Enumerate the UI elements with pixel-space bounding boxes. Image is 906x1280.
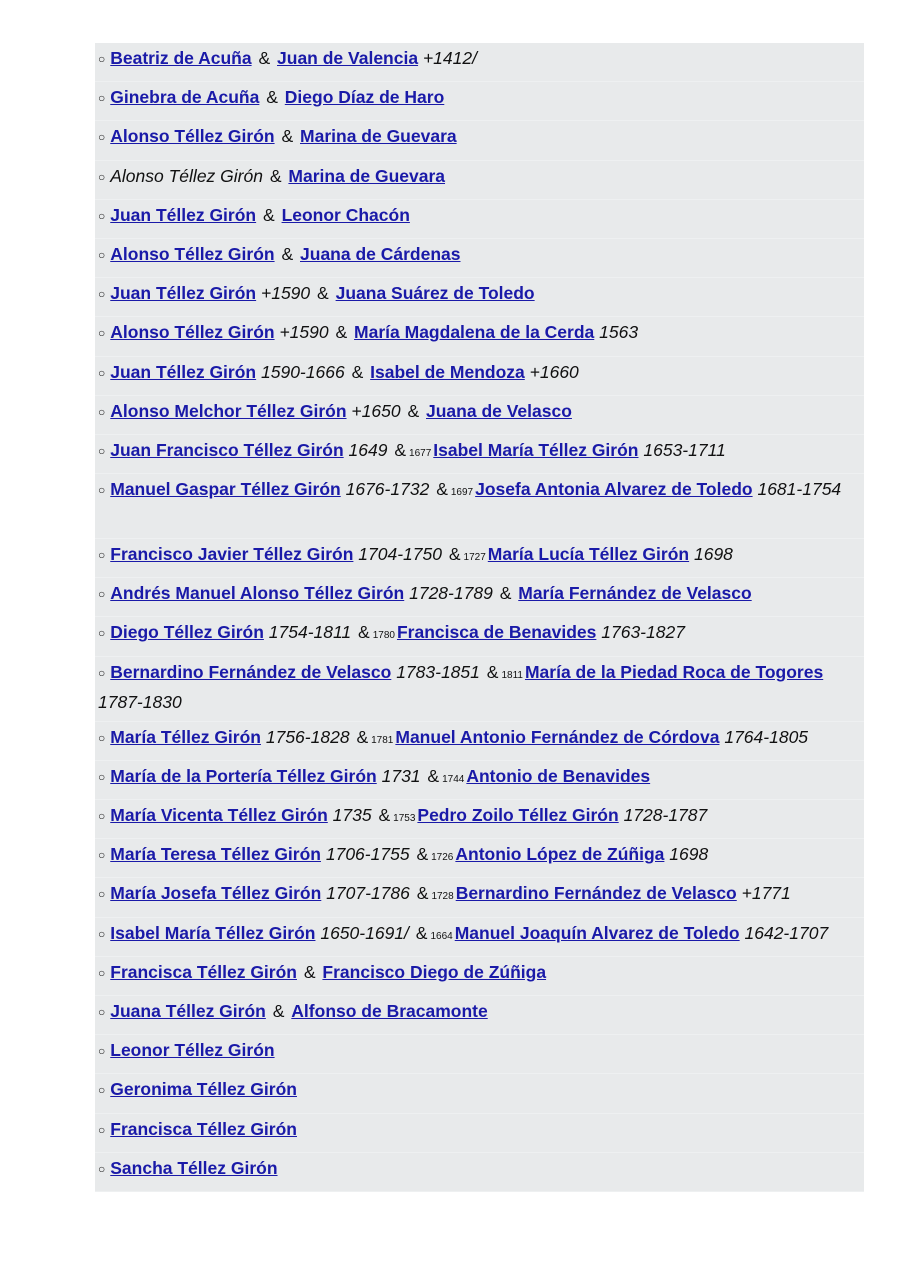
list-item [95,239,864,278]
marriage-year: 1744 [442,773,465,785]
life-dates: 1728-1789 [409,583,493,604]
person-link[interactable]: Beatriz de Acuña [110,48,252,68]
spouse-link[interactable]: Manuel Joaquín Alvarez de Toledo [454,922,740,943]
life-dates: 1681-1754 [757,479,842,500]
bullet-icon: ○ [98,483,106,498]
marriage-symbol: & [358,622,370,643]
list-item [95,761,864,800]
life-dates: 1704-1750 [358,544,442,565]
person-link[interactable]: Ginebra de Acuña [110,87,260,108]
bullet-icon: ○ [98,169,106,184]
life-dates: 1735 [332,805,372,825]
life-dates: +1660 [529,361,579,382]
person-link[interactable]: Bernardino Fernández de Velasco [110,661,392,682]
marriage-year: 1727 [463,552,486,564]
person-link[interactable]: Francisca Téllez Girón [110,961,297,982]
bullet-icon: ○ [98,52,106,66]
list-item [95,800,864,839]
person-link[interactable]: María Téllez Girón [110,726,261,747]
life-dates: 1731 [381,765,421,786]
marriage-symbol: & [335,322,348,343]
marriage-symbol: & [263,204,275,225]
marriage-symbol: & [258,48,271,68]
bullet-icon: ○ [98,548,106,563]
list-item [95,317,864,356]
list-item [95,539,864,578]
person-name: Alonso Téllez Girón [110,165,263,186]
marriage-symbol: & [448,544,461,565]
spouse-link[interactable]: Marina de Guevara [288,165,446,186]
marriage-symbol: & [436,479,448,500]
person-link[interactable]: María Vicenta Téllez Girón [110,805,328,825]
person-link[interactable]: Isabel María Téllez Girón [110,922,316,943]
marriage-year: 1697 [450,487,474,499]
life-dates: 1787-1830 [98,691,182,712]
life-dates: 1728-1787 [623,805,708,825]
marriage-symbol: & [416,844,429,865]
spouse-link[interactable]: Diego Díaz de Haro [284,87,445,108]
list-item [95,722,864,761]
life-dates: 1754-1811 [268,622,352,643]
spouse-link[interactable]: Bernardino Fernández de Velasco [455,883,737,904]
spouse-link[interactable]: Pedro Zoilo Téllez Girón [417,805,619,825]
marriage-year: 1753 [393,813,416,824]
bullet-icon: ○ [98,287,106,302]
life-dates: 1653-1711 [643,439,726,460]
bullet-icon: ○ [98,404,106,419]
bullet-icon: ○ [98,587,106,602]
life-dates: +1771 [741,883,791,904]
marriage-year: 1780 [372,630,395,642]
list-item [95,657,864,722]
bullet-icon: ○ [98,1044,106,1059]
list-item [95,161,864,200]
person-link[interactable]: Juan Francisco Téllez Girón [110,439,344,460]
spouse-link[interactable]: María Magdalena de la Cerda [354,322,595,343]
bullet-icon: ○ [98,1004,106,1019]
bullet-icon: ○ [98,665,106,680]
life-dates: 1763-1827 [601,622,685,643]
spouse-link[interactable]: Manuel Antonio Fernández de Córdova [395,726,720,747]
person-link[interactable]: Sancha Téllez Girón [110,1157,278,1178]
marriage-year: 1677 [409,447,432,459]
life-dates: 1642-1707 [744,922,829,943]
life-dates: +1590 [279,322,329,343]
marriage-year: 1781 [371,734,394,746]
marriage-symbol: & [317,283,329,304]
person-link[interactable]: María Josefa Téllez Girón [110,883,322,904]
list-item [95,278,864,317]
list-item [95,474,864,539]
bullet-icon: ○ [98,365,106,380]
bullet-icon: ○ [98,809,106,823]
list-item [95,1074,864,1113]
life-dates: 1676-1732 [345,479,430,500]
marriage-symbol: & [499,583,512,604]
person-link[interactable]: Leonor Téllez Girón [110,1040,275,1061]
bullet-icon: ○ [98,1083,106,1098]
life-dates: 1756-1828 [265,726,350,747]
bullet-icon: ○ [98,208,106,223]
marriage-symbol: & [303,961,316,982]
spouse-link[interactable]: María de la Piedad Roca de Togores [524,661,824,682]
spouse-link[interactable]: Josefa Antonia Alvarez de Toledo [475,479,753,500]
marriage-symbol: & [272,1000,285,1021]
person-link[interactable]: Francisco Javier Téllez Girón [110,544,354,565]
marriage-symbol: & [266,87,278,108]
bullet-icon: ○ [98,769,106,784]
person-link[interactable]: Juana Téllez Girón [110,1000,266,1021]
person-link[interactable]: Juan Téllez Girón [110,361,257,382]
list-item [95,578,864,617]
bullet-icon: ○ [98,326,106,341]
list-item [95,121,864,160]
list-item [95,918,864,957]
person-link[interactable]: Andrés Manuel Alonso Téllez Girón [110,583,405,604]
list-item [95,1153,864,1192]
person-link[interactable]: Diego Téllez Girón [110,622,264,643]
bullet-icon: ○ [98,848,106,863]
marriage-year: 1728 [431,891,454,903]
life-dates: 1698 [669,844,709,865]
marriage-year: 1726 [431,852,454,864]
list-item [95,1114,864,1153]
bullet-icon: ○ [98,730,106,745]
life-dates: 1783-1851 [396,661,480,682]
marriage-symbol: & [356,726,369,747]
marriage-symbol: & [394,439,407,460]
person-link[interactable]: Manuel Gaspar Téllez Girón [110,479,341,500]
person-link[interactable]: María de la Portería Téllez Girón [110,765,377,786]
spouse-link[interactable]: Antonio de Benavides [466,765,651,786]
list-item [95,43,864,82]
spouse-link[interactable]: Francisca de Benavides [396,622,597,643]
bullet-icon: ○ [98,887,106,902]
spouse-link[interactable]: Leonor Chacón [281,204,410,225]
person-link[interactable]: Francisca Téllez Girón [110,1118,297,1139]
life-dates: +1412/ [422,48,477,68]
list-item [95,396,864,435]
spouse-link[interactable]: Isabel María Téllez Girón [433,439,639,460]
bullet-icon: ○ [98,91,106,106]
life-dates: +1590 [261,283,311,304]
spouse-link[interactable]: Alfonso de Bracamonte [291,1000,488,1021]
bullet-icon: ○ [98,1122,106,1137]
marriage-symbol: & [486,661,499,682]
list-item [95,617,864,656]
spouse-link[interactable]: Juan de Valencia [277,48,419,68]
bullet-icon: ○ [98,626,106,641]
bullet-icon: ○ [98,130,106,145]
list-item [95,357,864,396]
marriage-symbol: & [407,400,420,421]
person-link[interactable]: María Teresa Téllez Girón [110,844,321,865]
spouse-link[interactable]: Juana de Cárdenas [300,243,461,264]
marriage-year: 1811 [501,669,523,681]
list-item [95,839,864,878]
marriage-symbol: & [281,126,294,147]
spouse-link[interactable]: Francisco Diego de Zúñiga [322,961,547,982]
life-dates: 1706-1755 [325,844,410,865]
life-dates: 1764-1805 [724,726,809,747]
bullet-icon: ○ [98,247,106,262]
person-link[interactable]: Alonso Téllez Girón [110,126,275,147]
list-item [95,996,864,1035]
marriage-symbol: & [281,243,294,264]
list-item [95,82,864,121]
marriage-year: 1664 [430,930,453,942]
marriage-symbol: & [415,922,428,943]
list-item [95,435,864,474]
spouse-link[interactable]: Antonio López de Zúñiga [455,844,665,865]
list-item [95,1035,864,1074]
spouse-link[interactable]: Isabel de Mendoza [370,361,525,382]
bullet-icon: ○ [98,443,106,458]
spouse-link[interactable]: Juana de Velasco [426,400,572,421]
bullet-icon: ○ [98,965,106,980]
list-item [95,957,864,996]
life-dates: 1649 [348,439,388,460]
life-dates: 1563 [599,322,639,343]
life-dates: 1698 [693,544,733,565]
marriage-symbol: & [351,361,364,382]
marriage-symbol: & [416,883,429,904]
list-item [95,200,864,239]
bullet-icon: ○ [98,1161,106,1176]
spouse-link[interactable]: Marina de Guevara [300,126,457,147]
spouse-link[interactable]: María Fernández de Velasco [518,583,752,604]
person-link[interactable]: Geronima Téllez Girón [110,1079,297,1100]
spouse-link[interactable]: María Lucía Téllez Girón [487,544,690,565]
life-dates: +1650 [351,400,401,421]
person-link[interactable]: Alonso Melchor Téllez Girón [110,400,347,421]
life-dates: 1707-1786 [326,883,410,904]
person-link[interactable]: Alonso Téllez Girón [110,322,275,343]
list-item [95,878,864,917]
marriage-symbol: & [427,765,440,786]
genealogy-list [95,43,864,1192]
life-dates: 1650-1691/ [320,922,409,943]
marriage-symbol: & [269,165,282,186]
marriage-symbol: & [378,805,391,825]
spouse-link[interactable]: Juana Suárez de Toledo [335,283,535,304]
life-dates: 1590-1666 [261,361,345,382]
person-link[interactable]: Juan Téllez Girón [110,204,257,225]
person-link[interactable]: Alonso Téllez Girón [110,243,275,264]
person-link[interactable]: Juan Téllez Girón [110,283,257,304]
bullet-icon: ○ [98,926,106,941]
